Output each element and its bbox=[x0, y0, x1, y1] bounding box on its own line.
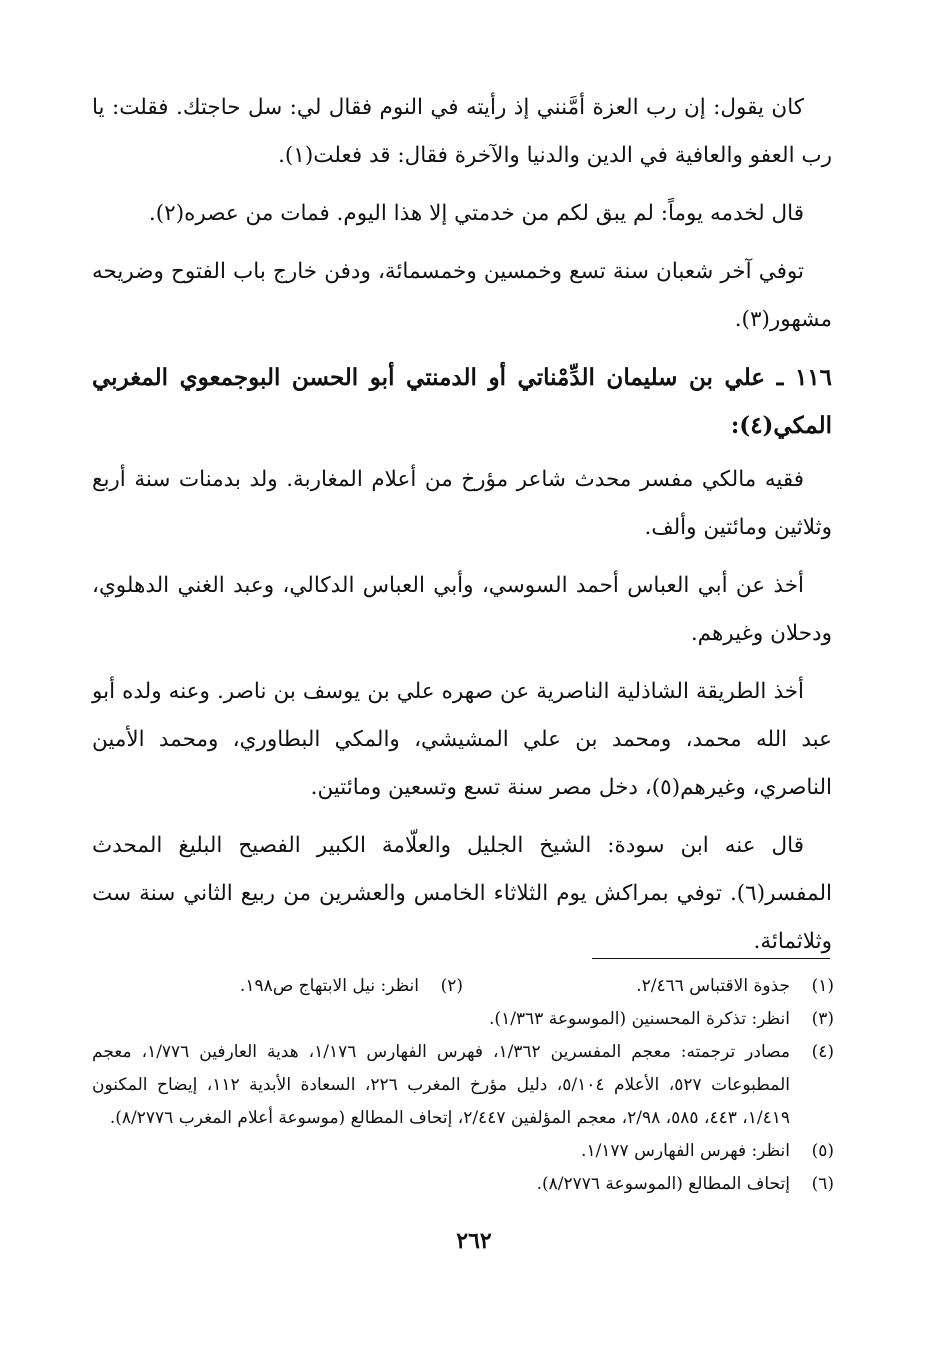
footnote bbox=[92, 1168, 834, 1201]
paragraph: قال عنه ابن سودة: الشيخ الجليل والعلّامة الكبير الفصيح البليغ المحدث المفسر(٦). توفي بمراكش يوم الثلاثاء الخامس والعشرين من ربيع الثاني سنة ست وثلاثمائة. bbox=[92, 833, 832, 954]
footnote-number: (٥) bbox=[811, 1141, 834, 1161]
footnotes bbox=[92, 970, 834, 1201]
paragraph: قال لخدمه يوماً: لم يبق لكم من خدمتي إلا هذا اليوم. فمات من عصره(٢). bbox=[148, 201, 804, 226]
footnote-text: انظر: فهرس الفهارس ١/١٧٧. bbox=[581, 1141, 790, 1161]
paragraph: أخذ الطريقة الشاذلية الناصرية عن صهره علي بن يوسف بن ناصر. وعنه ولده أبو عبد الله محمد، ومحمد بن علي المشيشي، والمكي البطاوري، ومحمد الأمين الناصري، وغيرهم(٥)، دخل مصر سنة تسع وتسعين ومائتين. bbox=[92, 679, 832, 800]
footnote-number: (١) bbox=[811, 976, 834, 996]
footnote-text: مصادر ترجمته: معجم المفسرين ١/٣٦٢، فهرس الفهارس ١/١٧٦، هدية العارفين ١/٧٧٦، معجم المطبوعات ٥٢٧، الأعلام ٥/١٠٤، دليل مؤرخ المغرب ٢٢٦، السعادة الأبدية ١١٢، إيضاح المكنون ١/٤١٩، ٤٤٣، ٥٨٥، ٢/٩٨، معجم المؤلفين ٢/٤٤٧، إتحاف المطالع (موسوعة أعلام المغرب ٨/٢٧٧٦). bbox=[92, 1042, 790, 1128]
footnote-number: (٣) bbox=[811, 1009, 834, 1029]
footnote-text: انظر: تذكرة المحسنين (الموسوعة ١/٣٦٣). bbox=[489, 1009, 790, 1029]
footnote-separator bbox=[592, 958, 830, 959]
footnote-number: (٢) bbox=[440, 976, 463, 996]
paragraph: كان يقول: إن رب العزة أمَّنني إذ رأيته في النوم فقال لي: سل حاجتك. فقلت: يا رب العفو والعافية في الدين والدنيا والآخرة فقال: قد فعلت(١). bbox=[92, 95, 832, 168]
footnote bbox=[463, 970, 834, 1003]
paragraph: فقيه مالكي مفسر محدث شاعر مؤرخ من أعلام المغاربة. ولد بدمنات سنة أربع وثلاثين ومائتين وألف. bbox=[92, 467, 832, 540]
footnote-row bbox=[92, 970, 834, 1003]
footnote-text: انظر: نيل الابتهاج ص١٩٨. bbox=[239, 976, 419, 996]
footnote bbox=[92, 1003, 834, 1036]
paragraph: توفي آخر شعبان سنة تسع وخمسين وخمسمائة، ودفن خارج باب الفتوح وضريحه مشهور(٣). bbox=[92, 259, 832, 332]
footnote bbox=[92, 1135, 834, 1168]
footnote-number: (٤) bbox=[811, 1042, 834, 1062]
footnote bbox=[92, 1036, 834, 1135]
footnote-text: جذوة الاقتباس ٢/٤٦٦. bbox=[636, 976, 790, 996]
footnote-number: (٦) bbox=[811, 1174, 834, 1194]
main-text bbox=[92, 84, 832, 976]
paragraph: أخذ عن أبي العباس أحمد السوسي، وأبي العباس الدكالي، وعبد الغني الدهلوي، ودحلان وغيرهم. bbox=[92, 573, 832, 646]
footnote bbox=[92, 970, 463, 1003]
page-number: ٢٦٢ bbox=[456, 1228, 492, 1254]
footnote-text: إتحاف المطالع (الموسوعة ٨/٢٧٧٦). bbox=[536, 1174, 790, 1194]
entry-heading: ١١٦ ـ علي بن سليمان الدِّمْناتي أو الدمنتي أبو الحسن البوجمعوي المغربي المكي(٤): bbox=[92, 364, 832, 439]
